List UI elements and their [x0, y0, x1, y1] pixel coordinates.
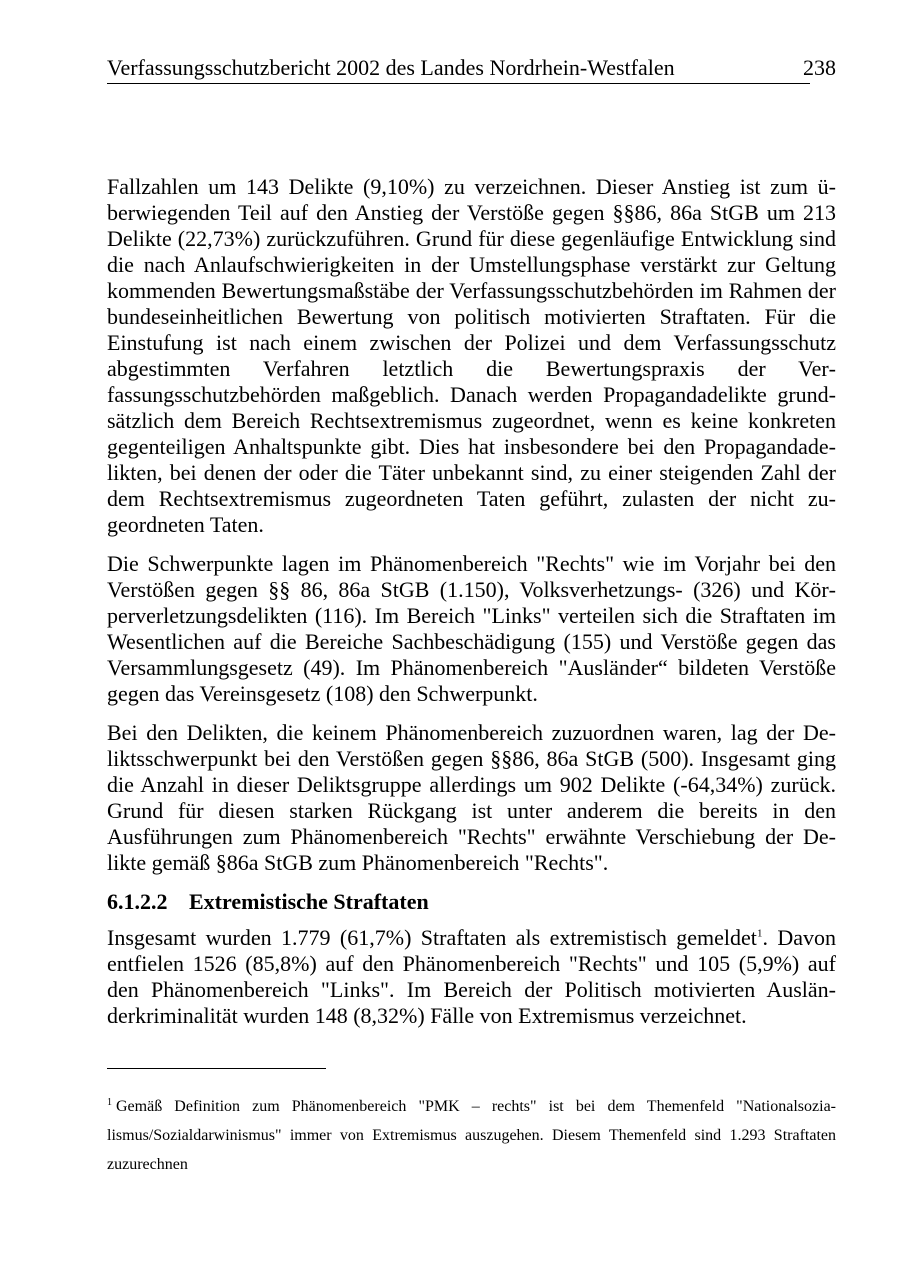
- body-text: [107, 174, 836, 1029]
- page-header: [107, 56, 836, 84]
- header-rule: [107, 83, 810, 84]
- footnote: [107, 1092, 836, 1179]
- running-header-title: Verfassungsschutzbericht 2002 des Landes Nordrhein-Westfalen: [107, 55, 675, 80]
- section-number: 6.1.2.2: [107, 889, 168, 914]
- paragraph-unassigned-offences: Bei den Delikten, die keinem Phänomenbereich zuzuordnen waren, lag der Deliktsschwerpunkt bei den Verstößen gegen §§86, 86a StGB (500). Insgesamt ging die Anzahl in dieser Deliktsgruppe allerdings um 902 Delikte (-64,34%) zurück. Grund für diesen starken Rückgang ist unter anderem die bereits in den Ausführungen zum Phänomenbereich "Rechts" erwähnte Verschiebung der Delikte gemäß §86a StGB zum Phänomenbereich "Rechts".: [107, 720, 836, 875]
- section-title: Extremistische Straftaten: [189, 889, 429, 914]
- footnote-reference[interactable]: 1: [756, 927, 763, 940]
- footnote-marker: 1: [107, 1096, 112, 1108]
- paragraph-extremist-offences: [107, 925, 836, 1029]
- paragraph-case-numbers: Fallzahlen um 143 Delikte (9,10%) zu verzeichnen. Dieser Anstieg ist zum überwiegenden Teil auf den Anstieg der Verstöße gegen §§86, 86a StGB um 213 Delikte (22,73%) zurückzuführen. Grund für diese gegenläufige Entwicklung sind die nach Anlaufschwierigkeiten in der Umstellungsphase verstärkt zur Geltung kommenden Bewertungsmaßstäbe der Verfassungsschutzbehörden im Rahmen der bundeseinheitlichen Bewertung von politisch motivierten Straftaten. Für die Einstufung ist nach einem zwischen der Polizei und dem Verfassungsschutz abgestimmten Verfahren letztlich die Bewertungspraxis der Verfassungsschutzbehörden maßgeblich. Danach werden Propagandadelikte grundsätzlich dem Bereich Rechtsextremismus zugeordnet, wenn es keine konkreten gegenteiligen Anhaltspunkte gibt. Dies hat insbesondere bei den Propagandadelikten, bei denen der oder die Täter unbekannt sind, zu einer steigenden Zahl der dem Rechtsextremismus zugeordneten Taten geführt, zulasten der nicht zugeordneten Taten.: [107, 174, 836, 537]
- paragraph-focus-areas: Die Schwerpunkte lagen im Phänomenbereich "Rechts" wie im Vorjahr bei den Verstößen gegen §§ 86, 86a StGB (1.150), Volksverhetzungs- (326) und Körperverletzungsdelikten (116). Im Bereich "Links" verteilen sich die Straftaten im Wesentlichen auf die Bereiche Sachbeschädigung (155) und Verstöße gegen das Versammlungsgesetz (49). Im Phänomenbereich "Ausländer“ bildeten Verstöße gegen das Vereinsgesetz (108) den Schwerpunkt.: [107, 551, 836, 706]
- paragraph-extremist-text-end: . Davon entfielen 1526 (85,8%) auf den Phänomenbereich "Rechts" und 105 (5,9%) auf den Phänomenbereich "Links". Im Bereich der Politisch motivierten Ausländerkriminalität wurden 148 (8,32%) Fälle von Extremismus verzeichnet.: [107, 925, 836, 1028]
- section-heading: [107, 889, 836, 915]
- paragraph-extremist-text-start: Insgesamt wurden 1.779 (61,7%) Straftaten als extremistisch gemeldet: [107, 925, 757, 950]
- footnote-separator: [107, 1068, 326, 1069]
- page-number: 238: [803, 55, 836, 80]
- footnote-text: Gemäß Definition zum Phänomenbereich "PMK – rechts" ist bei dem Themenfeld "Nationalsozialismus/Sozialdarwinismus" immer von Extremismus auszugehen. Diesem Themenfeld sind 1.293 Straftaten zuzurechnen: [107, 1098, 836, 1173]
